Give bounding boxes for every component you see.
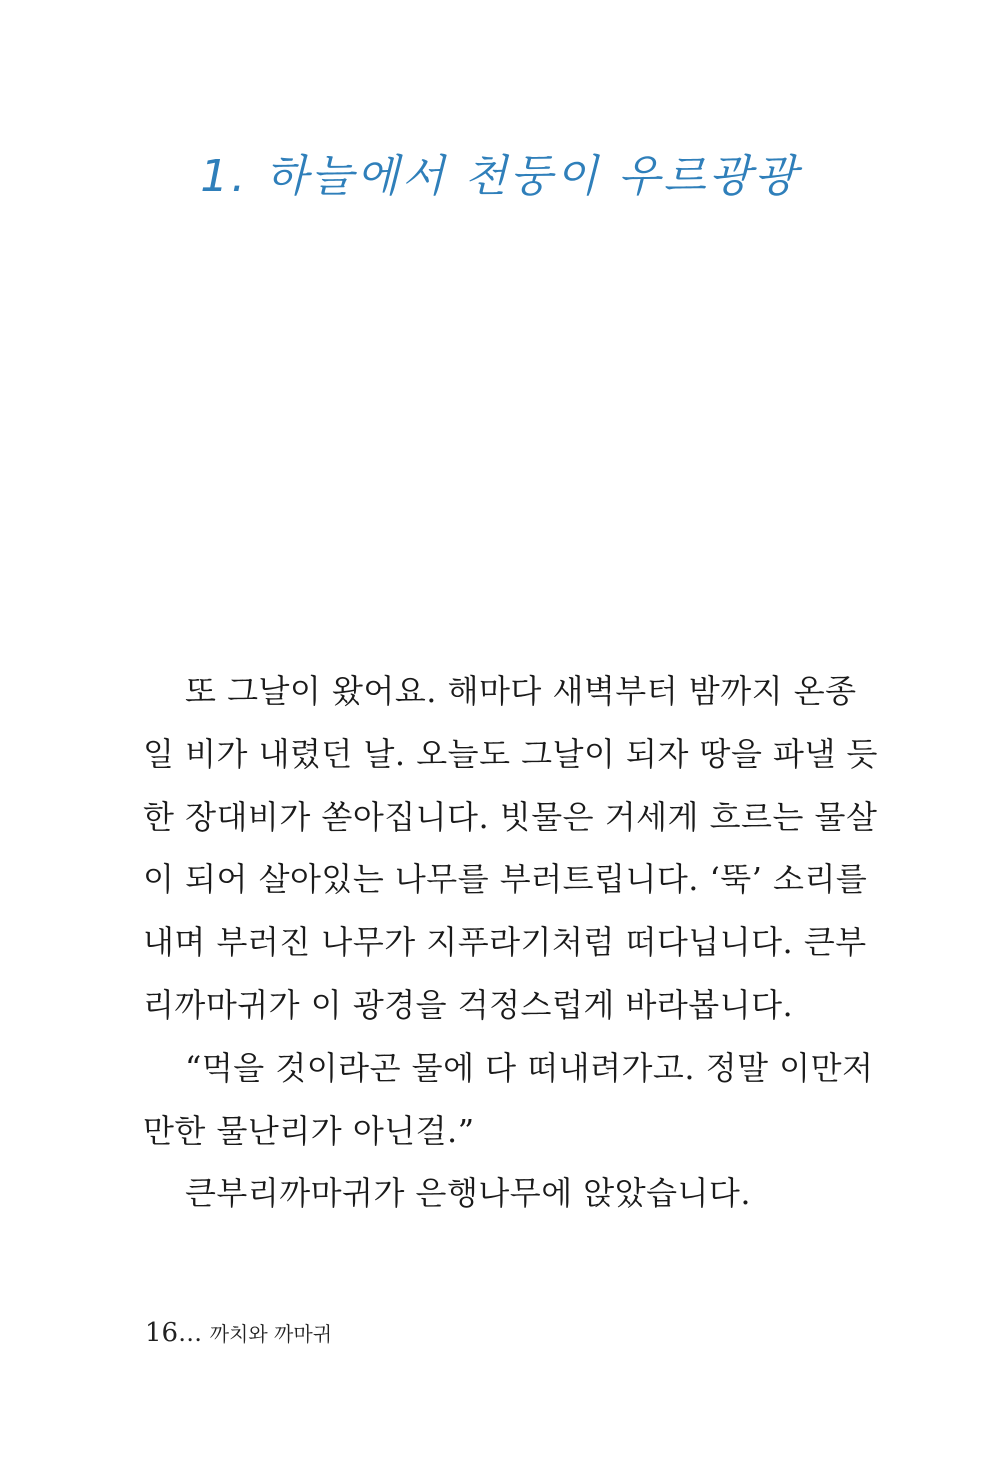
body-line: 내며 부러진 나무가 지푸라기처럼 떠다닙니다. 큰부 xyxy=(143,923,867,962)
body-line: 또 그날이 왔어요. 해마다 새벽부터 밤까지 온종 xyxy=(185,672,857,710)
body-line: 한 장대비가 쏟아집니다. 빗물은 거세게 흐르는 물살 xyxy=(143,797,878,836)
body-line: 큰부리까마귀가 은행나무에 앉았습니다. xyxy=(185,1174,752,1213)
chapter-title: 1. 하늘에서 천둥이 우르광광 xyxy=(200,151,800,202)
body-text xyxy=(143,660,878,1225)
body-line: 리까마귀가 이 광경을 걱정스럽게 바라봅니다. xyxy=(143,985,794,1024)
page-number: 16 xyxy=(145,1318,179,1348)
body-line: 이 되어 살아있는 나무를 부러트립니다. ‘뚝’ 소리를 xyxy=(143,860,868,899)
book-title: 까치와 까마귀 xyxy=(209,1322,333,1346)
page-footer xyxy=(145,1318,332,1348)
footer-separator: … xyxy=(178,1319,203,1347)
body-line: 일 비가 내렸던 날. 오늘도 그날이 되자 땅을 파낼 듯 xyxy=(143,734,878,773)
body-line: 만한 물난리가 아닌걸.” xyxy=(143,1111,475,1150)
body-line: “먹을 것이라곤 물에 다 떠내려가고. 정말 이만저 xyxy=(185,1048,874,1087)
